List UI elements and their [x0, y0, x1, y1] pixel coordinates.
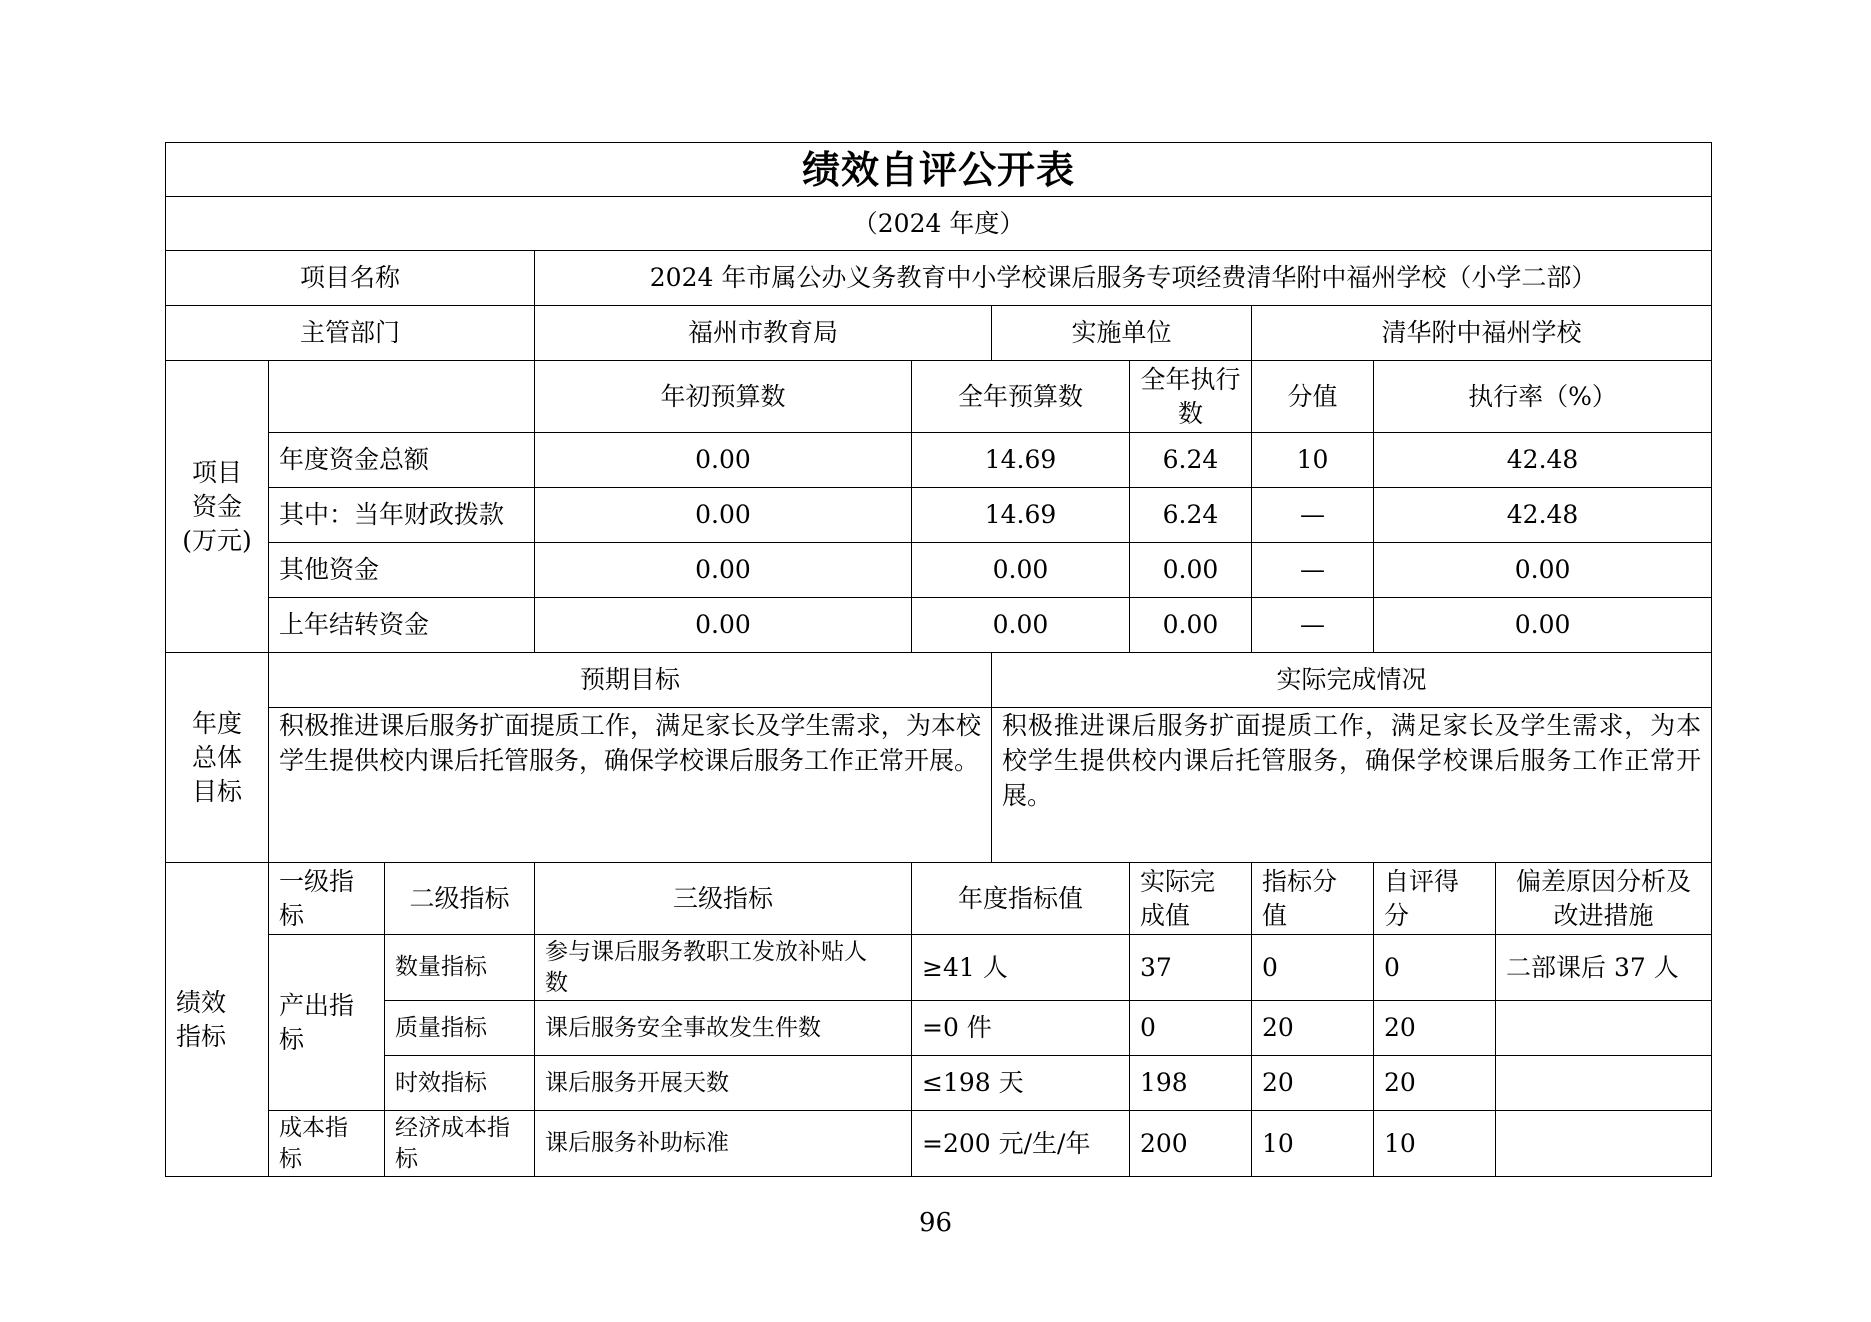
target-value: ≥41 人 — [912, 935, 1130, 1001]
page-number: 96 — [918, 1208, 953, 1238]
funds-row-label: 其他资金 — [269, 543, 535, 598]
funds-annual: 0.00 — [912, 598, 1130, 653]
funds-row-label: 年度资金总额 — [269, 433, 535, 488]
year-label: （2024 年度） — [166, 197, 1712, 251]
funds-header-rate: 执行率（%） — [1374, 361, 1712, 433]
funds-executed: 6.24 — [1130, 488, 1252, 543]
actual-value: 0 — [1130, 1001, 1252, 1056]
funds-initial: 0.00 — [535, 543, 912, 598]
deviation-value — [1496, 1001, 1712, 1056]
weight-value: 20 — [1252, 1056, 1374, 1111]
weight-value: 0 — [1252, 935, 1374, 1001]
level3-indicator: 课后服务补助标准 — [535, 1111, 912, 1177]
weight-value: 20 — [1252, 1001, 1374, 1056]
dept-label: 主管部门 — [166, 306, 535, 361]
funds-initial: 0.00 — [535, 433, 912, 488]
level3-indicator: 课后服务安全事故发生件数 — [535, 1001, 912, 1056]
indicators-header-deviation: 偏差原因分析及 改进措施 — [1496, 863, 1712, 935]
weight-value: 10 — [1252, 1111, 1374, 1177]
target-value: ≤198 天 — [912, 1056, 1130, 1111]
table-row — [166, 598, 1712, 653]
cost-indicator-label: 成本指 标 — [269, 1111, 385, 1177]
table-row — [166, 433, 1712, 488]
indicators-group-label: 绩效 指标 — [166, 863, 269, 1177]
funds-rate: 0.00 — [1374, 543, 1712, 598]
level3-indicator: 课后服务开展天数 — [535, 1056, 912, 1111]
funds-header-initial: 年初预算数 — [535, 361, 912, 433]
funds-header-annual: 全年预算数 — [912, 361, 1130, 433]
target-value: =0 件 — [912, 1001, 1130, 1056]
level3-indicator: 参与课后服务教职工发放补贴人 数 — [535, 935, 912, 1001]
actual-value: 200 — [1130, 1111, 1252, 1177]
funds-rate: 42.48 — [1374, 433, 1712, 488]
self-score-value: 0 — [1374, 935, 1496, 1001]
funds-header-score-value: 分值 — [1252, 361, 1374, 433]
level2-indicator: 质量指标 — [385, 1001, 535, 1056]
target-value: =200 元/生/年 — [912, 1111, 1130, 1177]
funds-initial: 0.00 — [535, 488, 912, 543]
table-row — [166, 1056, 1712, 1111]
funds-row-label: 其中：当年财政拨款 — [269, 488, 535, 543]
funds-annual: 14.69 — [912, 433, 1130, 488]
dept-value: 福州市教育局 — [535, 306, 992, 361]
funds-annual: 14.69 — [912, 488, 1130, 543]
funds-executed: 0.00 — [1130, 543, 1252, 598]
table-row — [166, 488, 1712, 543]
table-row — [166, 1001, 1712, 1056]
expected-goal-label: 预期目标 — [269, 653, 992, 708]
level2-indicator: 数量指标 — [385, 935, 535, 1001]
indicators-header-actual: 实际完 成值 — [1130, 863, 1252, 935]
expected-goal-text: 积极推进课后服务扩面提质工作，满足家长及学生需求，为本校学生提供校内课后托管服务，确保学校课后服务工作正常开展。 — [269, 708, 992, 863]
funds-initial: 0.00 — [535, 598, 912, 653]
funds-executed: 0.00 — [1130, 598, 1252, 653]
funds-group-label: 项目 资金 (万元) — [166, 361, 269, 653]
self-score-value: 10 — [1374, 1111, 1496, 1177]
funds-score-value: 10 — [1252, 433, 1374, 488]
level2-indicator: 经济成本指 标 — [385, 1111, 535, 1177]
actual-completion-label: 实际完成情况 — [992, 653, 1712, 708]
unit-value: 清华附中福州学校 — [1252, 306, 1712, 361]
self-score-value: 20 — [1374, 1001, 1496, 1056]
level2-indicator: 时效指标 — [385, 1056, 535, 1111]
indicators-header-target: 年度指标值 — [912, 863, 1130, 935]
deviation-value — [1496, 1056, 1712, 1111]
output-indicator-label: 产出指 标 — [269, 935, 385, 1111]
performance-self-evaluation-table — [165, 142, 1712, 1177]
actual-value: 37 — [1130, 935, 1252, 1001]
table-row — [166, 1111, 1712, 1177]
indicators-header-weight: 指标分 值 — [1252, 863, 1374, 935]
actual-value: 198 — [1130, 1056, 1252, 1111]
goals-group-label: 年度 总体 目标 — [166, 653, 269, 863]
table-title: 绩效自评公开表 — [166, 143, 1712, 197]
self-score-value: 20 — [1374, 1056, 1496, 1111]
funds-executed: 6.24 — [1130, 433, 1252, 488]
actual-completion-text: 积极推进课后服务扩面提质工作，满足家长及学生需求，为本校学生提供校内课后托管服务，确保学校课后服务工作正常开展。 — [992, 708, 1712, 863]
indicators-header-level1: 一级指 标 — [269, 863, 385, 935]
funds-score-value: — — [1252, 488, 1374, 543]
table-row — [166, 935, 1712, 1001]
indicators-header-level2: 二级指标 — [385, 863, 535, 935]
funds-rate: 0.00 — [1374, 598, 1712, 653]
indicators-header-self-score: 自评得 分 — [1374, 863, 1496, 935]
indicators-header-level3: 三级指标 — [535, 863, 912, 935]
funds-row-label: 上年结转资金 — [269, 598, 535, 653]
table-row — [166, 543, 1712, 598]
project-name-value: 2024 年市属公办义务教育中小学校课后服务专项经费清华附中福州学校（小学二部） — [535, 251, 1712, 306]
deviation-value: 二部课后 37 人 — [1496, 935, 1712, 1001]
funds-score-value: — — [1252, 598, 1374, 653]
funds-score-value: — — [1252, 543, 1374, 598]
funds-rate: 42.48 — [1374, 488, 1712, 543]
funds-annual: 0.00 — [912, 543, 1130, 598]
project-name-label: 项目名称 — [166, 251, 535, 306]
unit-label: 实施单位 — [992, 306, 1252, 361]
funds-header-executed: 全年执行 数 — [1130, 361, 1252, 433]
deviation-value — [1496, 1111, 1712, 1177]
funds-header-blank — [269, 361, 535, 433]
